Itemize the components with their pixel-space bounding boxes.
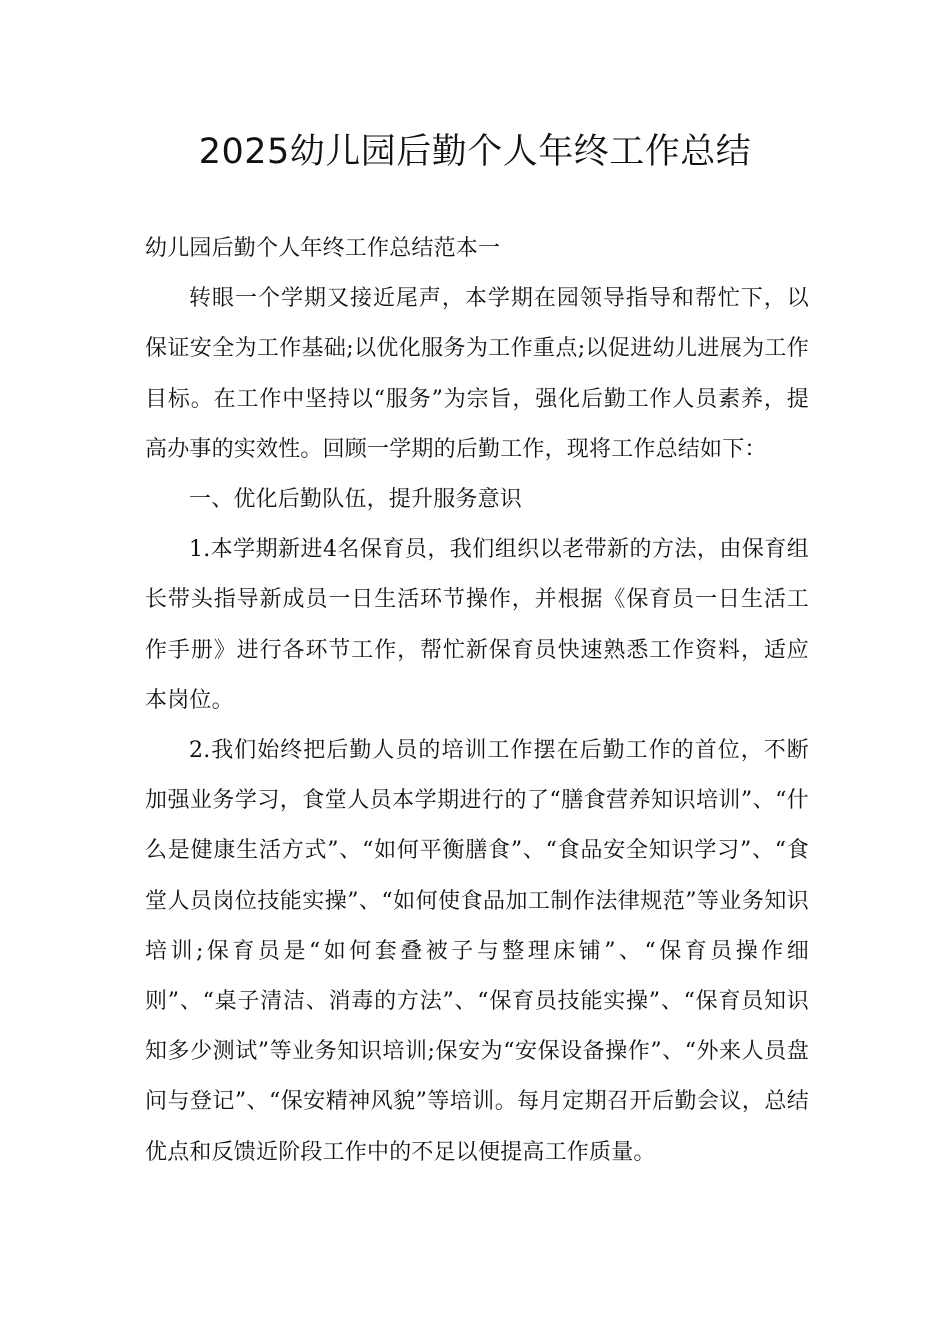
body-paragraph-1: 1.本学期新进4名保育员，我们组织以老带新的方法，由保育组长带头指导新成员一日生活环节操作，并根据《保育员一日生活工作手册》进行各环节工作，帮忙新保育员快速熟悉工作资料，适应本岗位。 bbox=[145, 537, 809, 713]
body-paragraph-2: 2.我们始终把后勤人员的培训工作摆在后勤工作的首位，不断加强业务学习，食堂人员本学期进行的了“膳食营养知识培训”、“什么是健康生活方式”、“如何平衡膳食”、“食品安全知识学习”、“食堂人员岗位技能实操”、“如何使食品加工制作法律规范”等业务知识培训;保育员是“如何套叠被子与整理床铺”、“保育员操作细则”、“桌子清洁、消毒的方法”、“保育员技能实操”、“保育员知识知多少测试”等业务知识培训;保安为“安保设备操作”、“外来人员盘问与登记”、“保安精神风貌”等培训。每月定期召开后勤会议，总结优点和反馈近阶段工作中的不足以便提高工作质量。 bbox=[145, 738, 809, 1165]
document-title: 2025幼儿园后勤个人年终工作总结 bbox=[198, 132, 752, 172]
subsection-heading: 一、优化后勤队伍，提升服务意识 bbox=[189, 487, 523, 513]
section-heading: 幼儿园后勤个人年终工作总结范本一 bbox=[145, 236, 501, 261]
document-body bbox=[145, 224, 809, 1178]
intro-paragraph: 转眼一个学期又接近尾声，本学期在园领导指导和帮忙下，以保证安全为工作基础;以优化服务为工作重点;以促进幼儿进展为工作目标。在工作中坚持以“服务”为宗旨，强化后勤工作人员素养，提高办事的实效性。回顾一学期的后勤工作，现将工作总结如下： bbox=[145, 286, 809, 462]
